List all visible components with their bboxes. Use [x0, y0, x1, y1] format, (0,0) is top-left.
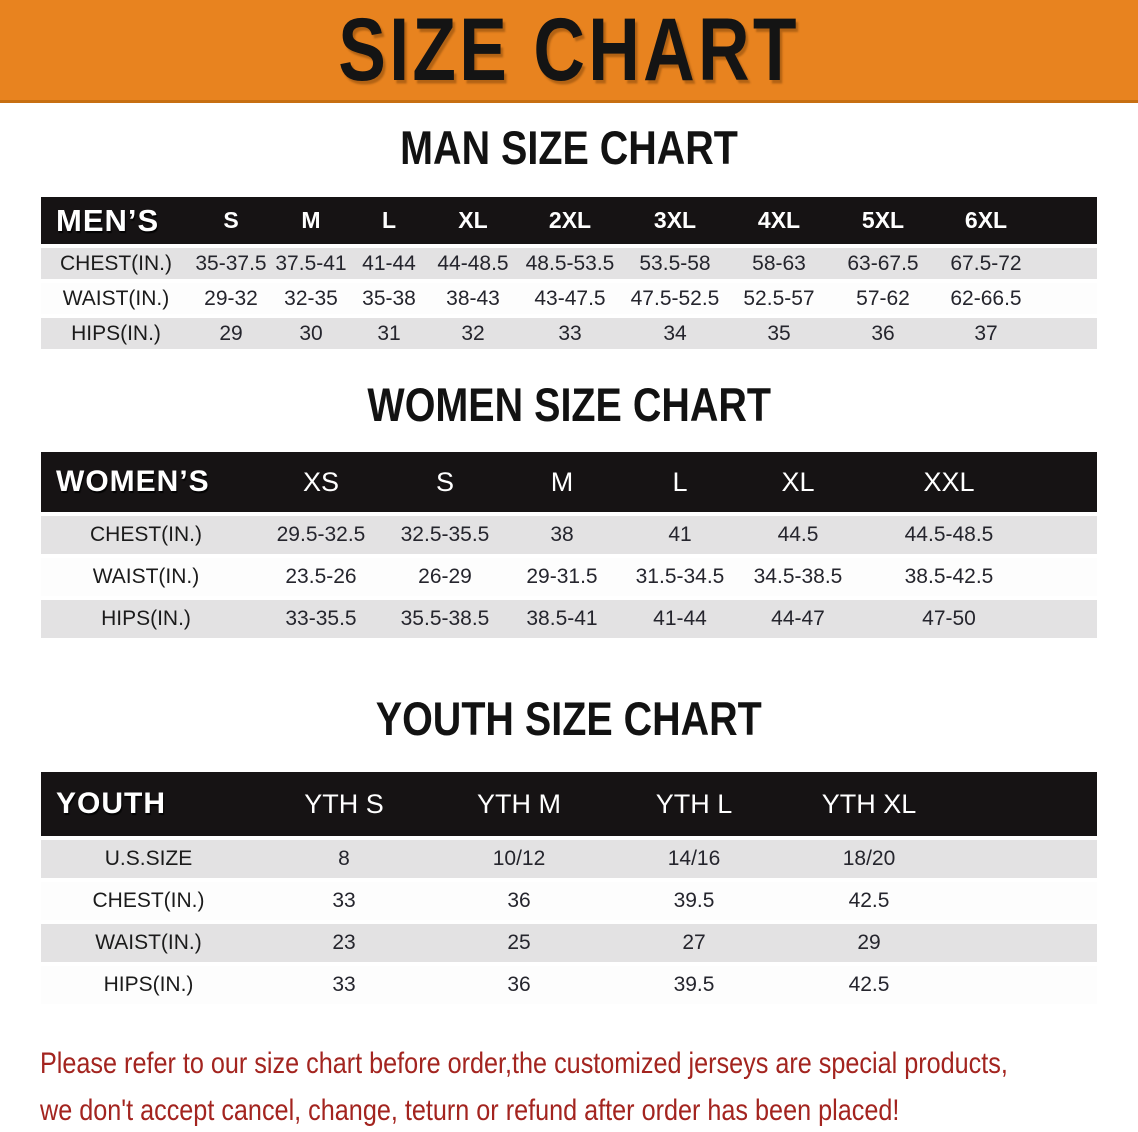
table-header-row: [41, 197, 1097, 244]
size-cell: 39.5: [606, 882, 782, 920]
size-cell: 29: [191, 318, 271, 349]
column-header: 2XL: [519, 197, 621, 244]
size-cell: 44-48.5: [427, 248, 519, 279]
column-header: YTH M: [432, 772, 606, 836]
size-cell: 57-62: [829, 283, 937, 314]
spacer-cell: [956, 840, 1097, 878]
column-header: XL: [735, 452, 861, 512]
size-cell: 48.5-53.5: [519, 248, 621, 279]
disclaimer-line-1: Please refer to our size chart before order,the customized jerseys are special products,: [40, 1047, 1008, 1080]
size-cell: 38.5-41: [499, 600, 625, 638]
size-cell: 32: [427, 318, 519, 349]
row-label: CHEST(IN.): [41, 248, 191, 279]
table-row: [41, 283, 1097, 314]
disclaimer-line-2: we don't accept cancel, change, teturn or refund after order has been placed!: [40, 1094, 900, 1127]
size-cell: 35.5-38.5: [391, 600, 499, 638]
youth-section-heading: YOUTH SIZE CHART: [375, 692, 763, 745]
size-cell: 47-50: [861, 600, 1037, 638]
size-cell: 38.5-42.5: [861, 558, 1037, 596]
table-title-cell: WOMEN’S: [41, 452, 251, 512]
size-cell: 63-67.5: [829, 248, 937, 279]
row-label: CHEST(IN.): [41, 516, 251, 554]
disclaimer-note: [0, 1040, 1138, 1132]
size-cell: 47.5-52.5: [621, 283, 729, 314]
column-header: S: [391, 452, 499, 512]
size-cell: 26-29: [391, 558, 499, 596]
column-header: S: [191, 197, 271, 244]
table-row: [41, 966, 1097, 1004]
table-header-row: [41, 772, 1097, 836]
size-cell: 44-47: [735, 600, 861, 638]
spacer-cell: [956, 882, 1097, 920]
size-cell: 32.5-35.5: [391, 516, 499, 554]
size-cell: 58-63: [729, 248, 829, 279]
row-label: HIPS(IN.): [41, 600, 251, 638]
women-size-chart-section: [0, 378, 1138, 642]
size-cell: 14/16: [606, 840, 782, 878]
row-label: HIPS(IN.): [41, 318, 191, 349]
size-cell: 42.5: [782, 882, 956, 920]
spacer-cell: [1035, 283, 1097, 314]
size-cell: 23: [256, 924, 432, 962]
column-header: 5XL: [829, 197, 937, 244]
size-cell: 31.5-34.5: [625, 558, 735, 596]
column-header: YTH S: [256, 772, 432, 836]
spacer-cell: [1037, 600, 1097, 638]
size-cell: 42.5: [782, 966, 956, 1004]
size-cell: 29.5-32.5: [251, 516, 391, 554]
spacer-cell: [1037, 558, 1097, 596]
spacer-cell: [1035, 197, 1097, 244]
size-cell: 10/12: [432, 840, 606, 878]
spacer-cell: [956, 924, 1097, 962]
spacer-cell: [1035, 318, 1097, 349]
size-table-women: [41, 448, 1097, 642]
row-label: HIPS(IN.): [41, 966, 256, 1004]
size-cell: 38-43: [427, 283, 519, 314]
women-section-heading: WOMEN SIZE CHART: [367, 378, 771, 431]
table-row: [41, 516, 1097, 554]
size-table-men: [41, 193, 1097, 353]
column-header: XXL: [861, 452, 1037, 512]
row-label: WAIST(IN.): [41, 283, 191, 314]
size-cell: 37.5-41: [271, 248, 351, 279]
spacer-cell: [1037, 516, 1097, 554]
size-cell: 29-31.5: [499, 558, 625, 596]
size-cell: 67.5-72: [937, 248, 1035, 279]
size-cell: 62-66.5: [937, 283, 1035, 314]
size-cell: 44.5: [735, 516, 861, 554]
column-header: M: [499, 452, 625, 512]
size-cell: 34.5-38.5: [735, 558, 861, 596]
youth-size-table-host: [0, 768, 1138, 1008]
table-row: [41, 882, 1097, 920]
row-label: CHEST(IN.): [41, 882, 256, 920]
size-cell: 41-44: [625, 600, 735, 638]
size-cell: 53.5-58: [621, 248, 729, 279]
size-cell: 35-38: [351, 283, 427, 314]
column-header: 4XL: [729, 197, 829, 244]
table-row: [41, 558, 1097, 596]
size-cell: 43-47.5: [519, 283, 621, 314]
size-cell: 38: [499, 516, 625, 554]
column-header: L: [351, 197, 427, 244]
women-size-table-host: [0, 448, 1138, 642]
column-header: YTH L: [606, 772, 782, 836]
size-cell: 35: [729, 318, 829, 349]
table-title-cell: MEN’S: [41, 197, 191, 244]
size-cell: 33: [256, 966, 432, 1004]
spacer-cell: [956, 966, 1097, 1004]
table-row: [41, 248, 1097, 279]
size-cell: 44.5-48.5: [861, 516, 1037, 554]
size-cell: 35-37.5: [191, 248, 271, 279]
spacer-cell: [1037, 452, 1097, 512]
row-label: U.S.SIZE: [41, 840, 256, 878]
column-header: 6XL: [937, 197, 1035, 244]
size-cell: 33: [256, 882, 432, 920]
table-title-cell: YOUTH: [41, 772, 256, 836]
size-table-youth: [41, 768, 1097, 1008]
size-cell: 33-35.5: [251, 600, 391, 638]
men-size-chart-section: [0, 121, 1138, 353]
size-cell: 33: [519, 318, 621, 349]
youth-size-chart-section: [0, 692, 1138, 1008]
size-cell: 27: [606, 924, 782, 962]
column-header: M: [271, 197, 351, 244]
column-header: 3XL: [621, 197, 729, 244]
size-cell: 36: [432, 966, 606, 1004]
size-cell: 25: [432, 924, 606, 962]
spacer-cell: [1035, 248, 1097, 279]
size-cell: 39.5: [606, 966, 782, 1004]
size-cell: 36: [829, 318, 937, 349]
table-row: [41, 600, 1097, 638]
size-cell: 41-44: [351, 248, 427, 279]
column-header: L: [625, 452, 735, 512]
column-header: XS: [251, 452, 391, 512]
table-header-row: [41, 452, 1097, 512]
size-cell: 29-32: [191, 283, 271, 314]
column-header: XL: [427, 197, 519, 244]
size-cell: 37: [937, 318, 1035, 349]
row-label: WAIST(IN.): [41, 924, 256, 962]
men-section-heading: MAN SIZE CHART: [400, 121, 738, 174]
table-row: [41, 924, 1097, 962]
column-header: YTH XL: [782, 772, 956, 836]
size-cell: 41: [625, 516, 735, 554]
table-row: [41, 318, 1097, 349]
size-cell: 31: [351, 318, 427, 349]
table-row: [41, 840, 1097, 878]
size-cell: 8: [256, 840, 432, 878]
men-size-table-host: [0, 193, 1138, 353]
size-cell: 34: [621, 318, 729, 349]
size-cell: 32-35: [271, 283, 351, 314]
size-chart-banner: [0, 0, 1138, 103]
size-cell: 52.5-57: [729, 283, 829, 314]
size-cell: 30: [271, 318, 351, 349]
size-cell: 18/20: [782, 840, 956, 878]
size-cell: 36: [432, 882, 606, 920]
banner-title: SIZE CHART: [338, 0, 800, 100]
row-label: WAIST(IN.): [41, 558, 251, 596]
size-cell: 29: [782, 924, 956, 962]
size-cell: 23.5-26: [251, 558, 391, 596]
spacer-cell: [956, 772, 1097, 836]
